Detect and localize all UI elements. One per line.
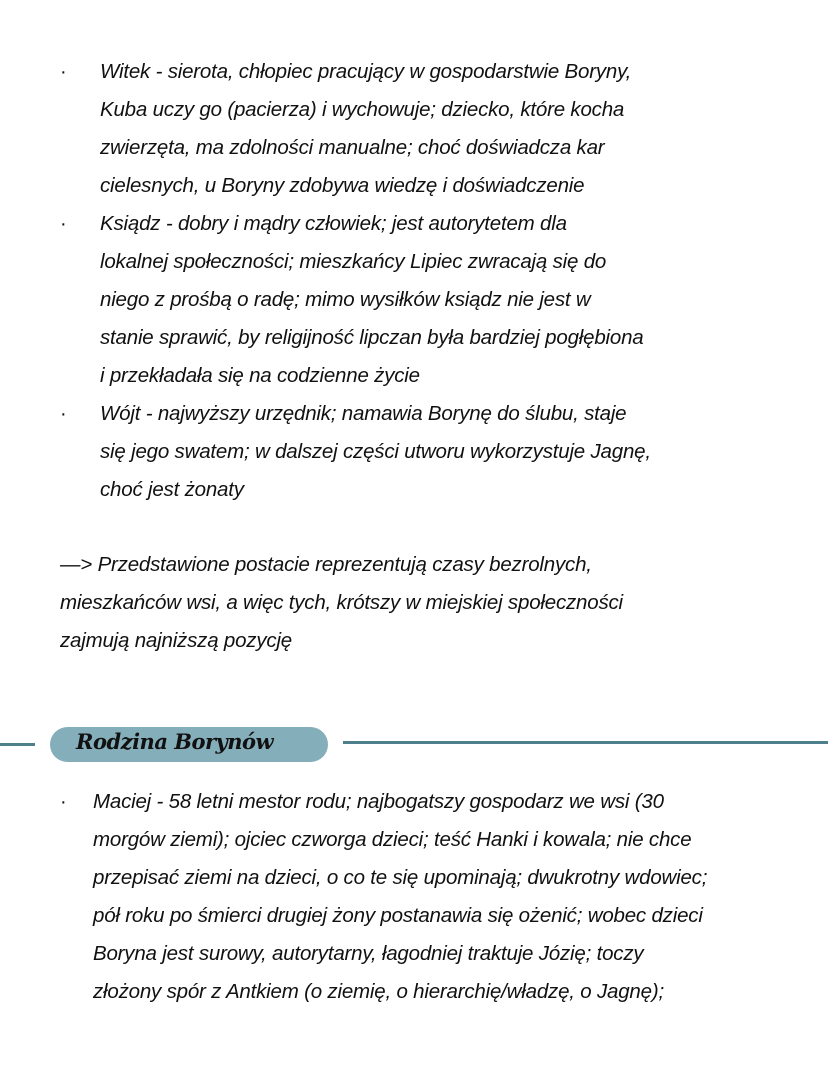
bullet-icon: · [60, 403, 67, 425]
family-member-line: złożony spór z Antkiem (o ziemię, o hierarchię/władzę, o Jagnę); [93, 980, 664, 1003]
section-rule-left [0, 743, 35, 746]
family-member-line: pół roku po śmierci drugiej żony postanawia się ożenić; wobec dzieci [93, 904, 703, 927]
character-description-line: cielesnych, u Boryny zdobywa wiedzę i doświadczenie [100, 174, 585, 197]
family-member-line: Maciej - 58 letni mestor rodu; najbogatszy gospodarz we wsi (30 [93, 790, 664, 813]
character-description-line: i przekładała się na codzienne życie [100, 364, 420, 387]
conclusion-line: mieszkańców wsi, a więc tych, krótszy w miejskiej społeczności [60, 591, 623, 614]
character-description-line: stanie sprawić, by religijność lipczan była bardziej pogłębiona [100, 326, 644, 349]
section-rule-right [343, 741, 828, 744]
bullet-icon: · [60, 791, 67, 813]
character-description-line: niego z prośbą o radę; mimo wysiłków ksiądz nie jest w [100, 288, 591, 311]
bullet-icon: · [60, 213, 67, 235]
family-member-line: morgów ziemi); ojciec czworga dzieci; teść Hanki i kowala; nie chce [93, 828, 692, 851]
character-description-line: choć jest żonaty [100, 478, 244, 501]
character-description-line: Kuba uczy go (pacierza) i wychowuje; dziecko, które kocha [100, 98, 625, 121]
family-member-line: Boryna jest surowy, autorytarny, łagodniej traktuje Józię; toczy [93, 942, 644, 965]
conclusion-line: zajmują najniższą pozycję [60, 629, 293, 652]
character-description-line: lokalnej społeczności; mieszkańcy Lipiec zwracają się do [100, 250, 607, 273]
section-header-pill [50, 727, 328, 762]
character-description-line: zwierzęta, ma zdolności manualne; choć doświadcza kar [100, 136, 605, 159]
bullet-icon: · [60, 61, 67, 83]
section-title: Rodzina Borynów [76, 729, 274, 754]
family-member-line: przepisać ziemi na dzieci, o co te się upominają; dwukrotny wdowiec; [93, 866, 708, 889]
character-description-line: się jego swatem; w dalszej części utworu wykorzystuje Jagnę, [100, 440, 651, 463]
character-description-line: Wójt - najwyższy urzędnik; namawia Borynę do ślubu, staje [100, 402, 627, 425]
character-description-line: Witek - sierota, chłopiec pracujący w gospodarstwie Boryny, [100, 60, 632, 83]
conclusion-line: —> Przedstawione postacie reprezentują czasy bezrolnych, [60, 553, 592, 576]
character-description-line: Ksiądz - dobry i mądry człowiek; jest autorytetem dla [100, 212, 567, 235]
